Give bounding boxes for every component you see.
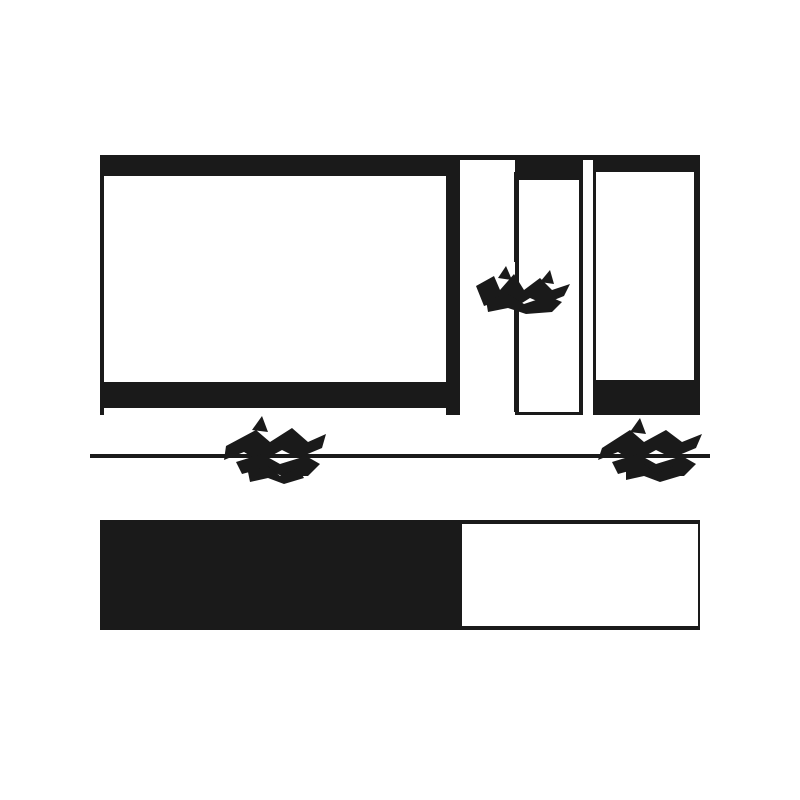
upper-left-row-gap [104, 268, 446, 290]
upper-right-gutter-c [583, 160, 593, 415]
middle-baseline [90, 454, 710, 458]
upper-right-connector-2 [514, 300, 518, 412]
middle-right-mark [598, 418, 702, 482]
middle-scribble-row [90, 416, 710, 484]
upper-left-bottom-bar [104, 382, 446, 408]
upper-right-connector-1 [514, 172, 518, 262]
upper-right-inner-top [596, 172, 694, 278]
lower-panel-right-void [462, 524, 698, 626]
upper-left-row-gap-2 [104, 365, 446, 382]
lower-panel-filled-block [108, 530, 453, 626]
lower-panel [100, 520, 700, 630]
upper-right-cell-gap [596, 278, 694, 288]
upper-cell-1 [104, 176, 289, 268]
upper-cell-3 [104, 290, 289, 365]
upper-grid-panel [100, 155, 700, 415]
middle-left-mark [224, 416, 326, 484]
upper-right-inner-bottom [596, 288, 694, 370]
upper-cell-2 [294, 176, 446, 268]
upper-right-cell-gap-2 [596, 370, 694, 380]
upper-left-bottom-gap [104, 408, 446, 415]
upper-cell-4 [294, 290, 446, 365]
upper-left-cell-divider-vertical-2 [289, 290, 294, 365]
upper-left-cell-divider-vertical [289, 176, 294, 268]
